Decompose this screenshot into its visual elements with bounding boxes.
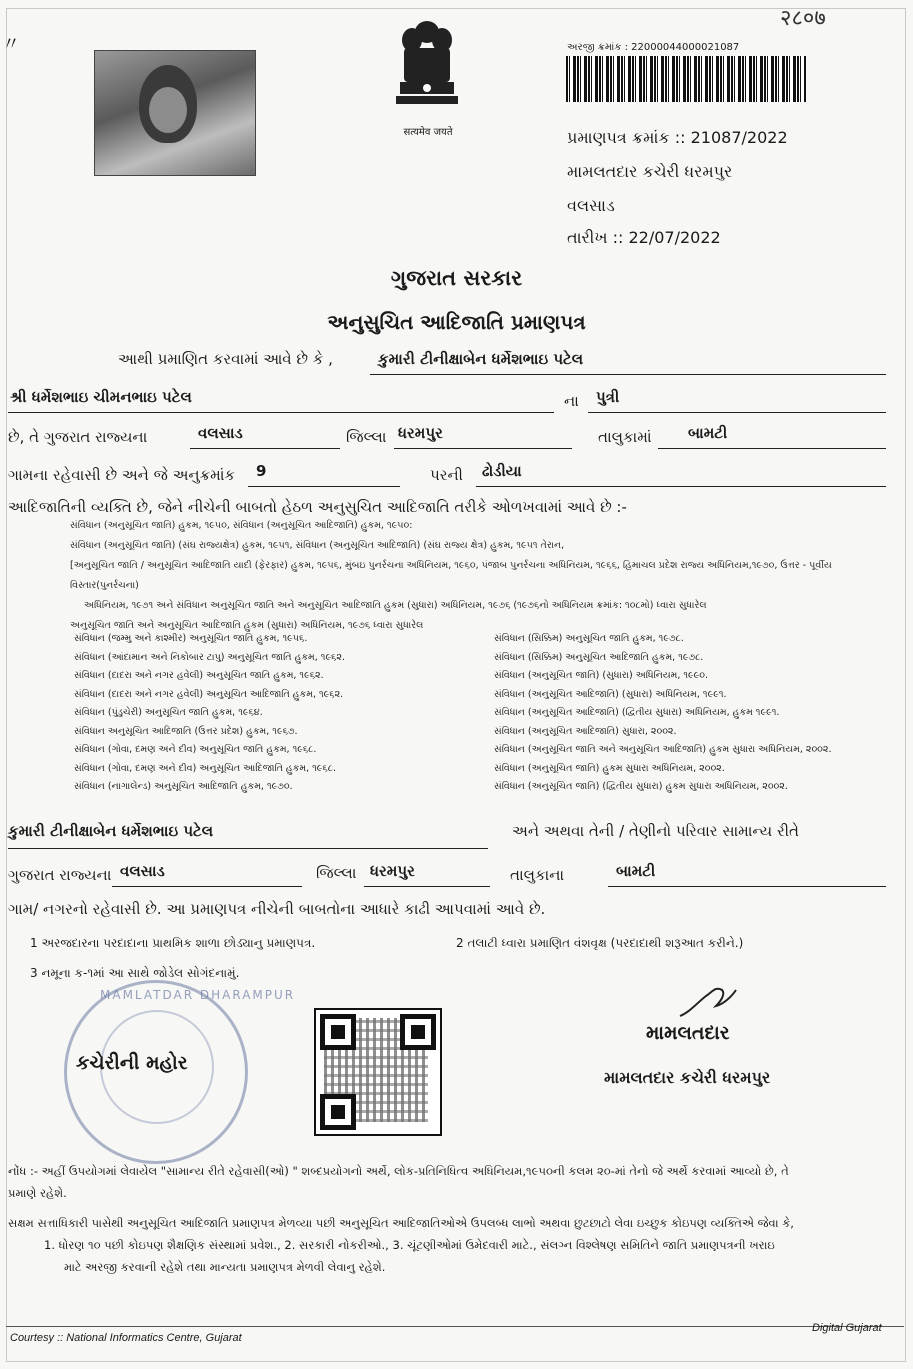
barcode xyxy=(566,56,806,102)
applicant-name: કુમારી ટીનીક્ષાબેન ધર્મેશભાઇ પટેલ xyxy=(378,350,584,368)
of-label: પરની xyxy=(430,466,463,484)
order-line: અધિનિયમ, ૧૯૭૧ અને સંવિધાન અનુસૂચિત જાતિ અને અનુસૂચિત આદિજાતિ હુકમ (સુધારા) અધિનિયમ, ૧૯૭૬ (૧૯૭૬નો અધિનિયમ ક્રમાંક: ૧૦૮મો) ધ્વારા સુધારેલ xyxy=(84,600,707,611)
taluka-value: ધરમપુર xyxy=(398,424,443,442)
district-label: જિલ્લા xyxy=(346,428,387,446)
taluka-label: તાલુકામાં xyxy=(598,428,652,446)
list-item: સંવિધાન (અનુસૂચિત આદિજાતિ) (દ્વિતીય સુધારા) અધિનિયમ, હુકમ ૧૯૯૧. xyxy=(494,707,780,718)
orders-block xyxy=(70,516,900,636)
seal-label: કચેરીની મહોર xyxy=(76,1052,188,1074)
serial-number: 9 xyxy=(256,462,267,480)
govt-title: ગુજરાત સરકાર xyxy=(390,266,523,290)
list-item: સંવિધાન (સિક્કિમ) અનુસૂચિત આદિજાતિ હુકમ, ૧૯૭૮. xyxy=(494,651,704,663)
list-item: સંવિધાન (દાદરા અને નગર હવેલી) અનુસૂચિત જાતિ હુકમ, ૧૯૬૨. xyxy=(74,670,324,681)
list-item: સંવિધાન (જમ્મુ અને કાશ્મીર) અનુસૂચિત જાતિ હુકમ, ૧૯૫૬. xyxy=(74,633,308,644)
application-number: અરજી ક્રમાંક : 22000044000021087 xyxy=(567,42,740,53)
order-line: સંવિધાન (અનુસૂચિત જાતિ) હુકમ, ૧૯૫૦, સંવિધાન (અનુસૂચિત આદિજાતિ) હુકમ, ૧૯૫૦: xyxy=(70,520,413,531)
footer-courtesy: Courtesy :: National Informatics Centre, Gujarat xyxy=(10,1332,242,1344)
list-item: સંવિધાન (ગોવા, દમણ અને દીવ) અનુસૂચિત જાતિ હુકમ, ૧૯૬૮. xyxy=(74,744,317,755)
header-date: તારીખ :: 22/07/2022 xyxy=(567,228,721,247)
taluka-label-2: તાલુકાના xyxy=(510,866,565,884)
tribe-name: ઢોડીયા xyxy=(482,462,522,480)
taluka-value-2: ધરમપુર xyxy=(370,862,415,880)
orders-right-list xyxy=(494,630,904,797)
header-office: મામલતદાર કચેરી ધરમપુર xyxy=(567,162,733,181)
list-item: સંવિધાન અનુસૂચિત આદિજાતિ (ઉત્તર પ્રદેશ) હુકમ, ૧૯૬૭. xyxy=(74,725,298,737)
village-value: બામટી xyxy=(688,424,728,442)
list-item: સંવિધાન (આંદામાન અને નિકોબાર ટાપુ) અનુસૂચિત જાતિ હુકમ, ૧૯૬૨. xyxy=(74,651,345,663)
recognized-text: આદિજાતિની વ્યક્તિ છે, જેને નીચેની બાબતો હેઠળ અનુસુચિત આદિજાતિ તરીકે ઓળખવામાં આવે છે :- xyxy=(8,498,627,516)
family-text: અને અથવા તેની / તેણીનો પરિવાર સામાન્ય રીતે xyxy=(512,822,799,840)
list-item: સંવિધાન (અનુસૂચિત જાતિ) (સુધારા) અધિનિયમ, ૧૯૯૦. xyxy=(494,670,709,681)
district-label-2: જિલ્લા xyxy=(316,864,357,882)
basis-item: 1 અરજદારના પરદાદાના પ્રાથમિક શાળા છોડ્યાનુ પ્રમાણપત્ર. xyxy=(30,936,316,950)
village-value-2: બામટી xyxy=(616,862,656,880)
note-line: નોંધ :- અહીં ઉપયોગમાં લેવાયેલ "સામાન્ય રીતે રહેવાસી(ઓ) " શબ્દપ્રયોગનો અર્થે, લોક-પ્રતિનિધિત્વ અધિનિયમ,૧૯૫૦ની કલમ ૨૦-માં તેનો જે અર્થે કરવામાં આવ્યો છે, તે xyxy=(8,1164,789,1178)
list-item: સંવિધાન (દાદરા અને નગર હવેલી) અનુસૂચિત આદિજાતિ હુકમ, ૧૯૬૨. xyxy=(74,688,344,700)
basis-item: 2 તલાટી ધ્વારા પ્રમાણિત વંશવૃક્ષ (પરદાદાથી શરૂઆત કરીને.) xyxy=(456,936,744,950)
district-value: વલસાડ xyxy=(198,424,243,442)
qr-code xyxy=(314,1008,442,1136)
list-item: સંવિધાન (અનુસૂચિત જાતિ) હુકમ સુધારા અધિનિયમ, ૨૦૦૨. xyxy=(494,762,725,774)
applicant-name-2: કુમારી ટીનીક્ષાબેન ધર્મેશભાઇ પટેલ xyxy=(8,822,214,840)
state-prefix: છે, તે ગુજરાત રાજ્યના xyxy=(8,428,148,446)
list-item: સંવિધાન (ગોવા, દમણ અને દીવ) અનુસૂચિત આદિજાતિ હુકમ, ૧૯૬૮. xyxy=(74,762,336,774)
list-item: સંવિધાન (અનુસૂચિત આદિજાતિ) (સુધારા) અધિનિયમ, ૧૯૯૧. xyxy=(494,688,727,700)
certificate-title: અનુસુચિત આદિજાતિ પ્રમાણપત્ર xyxy=(327,310,586,334)
handwritten-number: २८०७ xyxy=(780,6,826,31)
list-item: સંવિધાન (અનુસૂચિત જાતિ અને અનુસૂચિત આદિજાતિ) હુકમ સુધારા અધિનિયમ, ૨૦૦૨. xyxy=(494,744,832,755)
header-district: વલસાડ xyxy=(567,196,615,215)
note-line: માટે અરજી કરવાની રહેશે તથા માન્યતા પ્રમાણપત્ર મેળવી લેવાનુ રહેશે. xyxy=(64,1260,386,1274)
order-line: અનુસૂચિત જાતિ અને અનુસૂચિત આદિજાતિ હુકમ (સુધારા) અધિનિયમ, ૧૯૭૬ ધ્વારા સુધારેલ xyxy=(70,620,424,631)
applicant-photo xyxy=(94,50,256,176)
footer-brand: Digital Gujarat xyxy=(812,1322,882,1334)
order-line: [અનુસૂચિત જાતિ / અનુસૂચિત આદિજાતિ યાદી (ફેરફાર) હુકમ, ૧૯૫૬, મુંબઇ પુનર્રચના અધિનિયમ, ૧૯૬૦, પંજાબ પુનર્રચના અધિનિયમ, ૧૯૬૬, હિમાચલ પ્રદેશ રાજ્ય અધિનિયમ,૧૯૭૦, ઉત્તર - પૂર્વીય વિસ્તાર(પુનર્રચના) xyxy=(70,560,832,591)
signatory-title: મામલતદાર xyxy=(646,1022,730,1044)
na-label: ના xyxy=(564,392,579,410)
list-item: સંવિધાન (સિક્કિમ) અનુસૂચિત જાતિ હુકમ, ૧૯૭૮. xyxy=(494,633,684,644)
list-item: સંવિધાન (નાગાલેન્ડ) અનુસૂચિત આદિજાતિ હુકમ, ૧૯૭૦. xyxy=(74,781,293,792)
orders-left-list xyxy=(74,630,474,797)
signature-icon xyxy=(676,982,746,1022)
issued-text: ગામ/ નગરનો રહેવાસી છે. આ પ્રમાણપત્ર નીચેની બાબતોના આધારે કાઢી આપવામાં આવે છે. xyxy=(8,900,546,918)
note-block xyxy=(8,1160,898,1278)
basis-item: 3 નમૂના ક-૧માં આ સાથે જોડેલ સોગંદનામું. xyxy=(30,966,240,980)
cert-number: પ્રમાણપત્ર ક્રમાંક :: 21087/2022 xyxy=(567,128,788,147)
state-label-2: ગુજરાત રાજ્યના xyxy=(8,866,112,884)
parent-name: શ્રી ધર્મેશભાઇ ચીમનભાઇ પટેલ xyxy=(10,388,192,406)
note-line: પ્રમાણે રહેશે. xyxy=(8,1186,67,1200)
intro-text: આથી પ્રમાણિત કરવામાં આવે છે કે , xyxy=(118,350,333,368)
national-emblem-icon xyxy=(390,18,464,118)
list-item: સંવિધાન (અનુસૂચિત આદિજાતિ) સુધારા, ૨૦૦૨. xyxy=(494,725,677,737)
signatory-office: મામલતદાર કચેરી ધરમપુર xyxy=(604,1068,771,1087)
district-value-2: વલસાડ xyxy=(120,862,165,880)
list-item: સંવિધાન (અનુસૂચિત જાતિ) (દ્વિતીય સુધારા) હુકમ સુધારા અધિનિયમ, ૨૦૦૨. xyxy=(494,781,788,792)
order-line: સંવિધાન (અનુસૂચિત જાતિ) (સંઘ રાજ્યક્ષેત્ર) હુકમ, ૧૯૫૧, સંવિધાન (અનુસૂચિત આદિજાતિ) (સંઘ રાજ્ય ક્ષેત્ર) હુકમ, ૧૯૫૧ તેરાન, xyxy=(70,540,565,551)
note-line: 1. ધોરણ ૧૦ પછી કોઇપણ શૈક્ષણિક સંસ્થામાં પ્રવેશ., 2. સરકારી નોકરીઓ., 3. ચૂંટણીઓમાં ઉમેદવારી માટે., સંલગ્ન વિશ્લેષણ સમિતિને જાતિ પ્રમાણપત્રની ખરાઇ xyxy=(44,1238,775,1252)
pen-marks: 〃 xyxy=(2,34,20,55)
resident-label: ગામના રહેવાસી છે અને જે અનુક્રમાંક xyxy=(8,466,236,484)
relation: પુત્રી xyxy=(596,388,620,406)
list-item: સંવિધાન (પુંડુચેરી) અનુસૂચિત જાતિ હુકમ, ૧૯૬૪. xyxy=(74,707,263,718)
emblem-caption: सत्यमेव जयते xyxy=(403,127,453,138)
seal-ring-text: MAMLATDAR DHARAMPUR xyxy=(100,988,296,1002)
note-line: સક્ષમ સત્તાધિકારી પાસેથી અનુસૂચિત આદિજાતિ પ્રમાણપત્ર મેળવ્યા પછી અનુસૂચિત આદિજાતિઓએ ઉપલબ્ધ લાભો અથવા છુટછાટો લેવા ઇચ્છુક કોઇપણ વ્યક્તિએ જેવા કે, xyxy=(8,1216,794,1230)
